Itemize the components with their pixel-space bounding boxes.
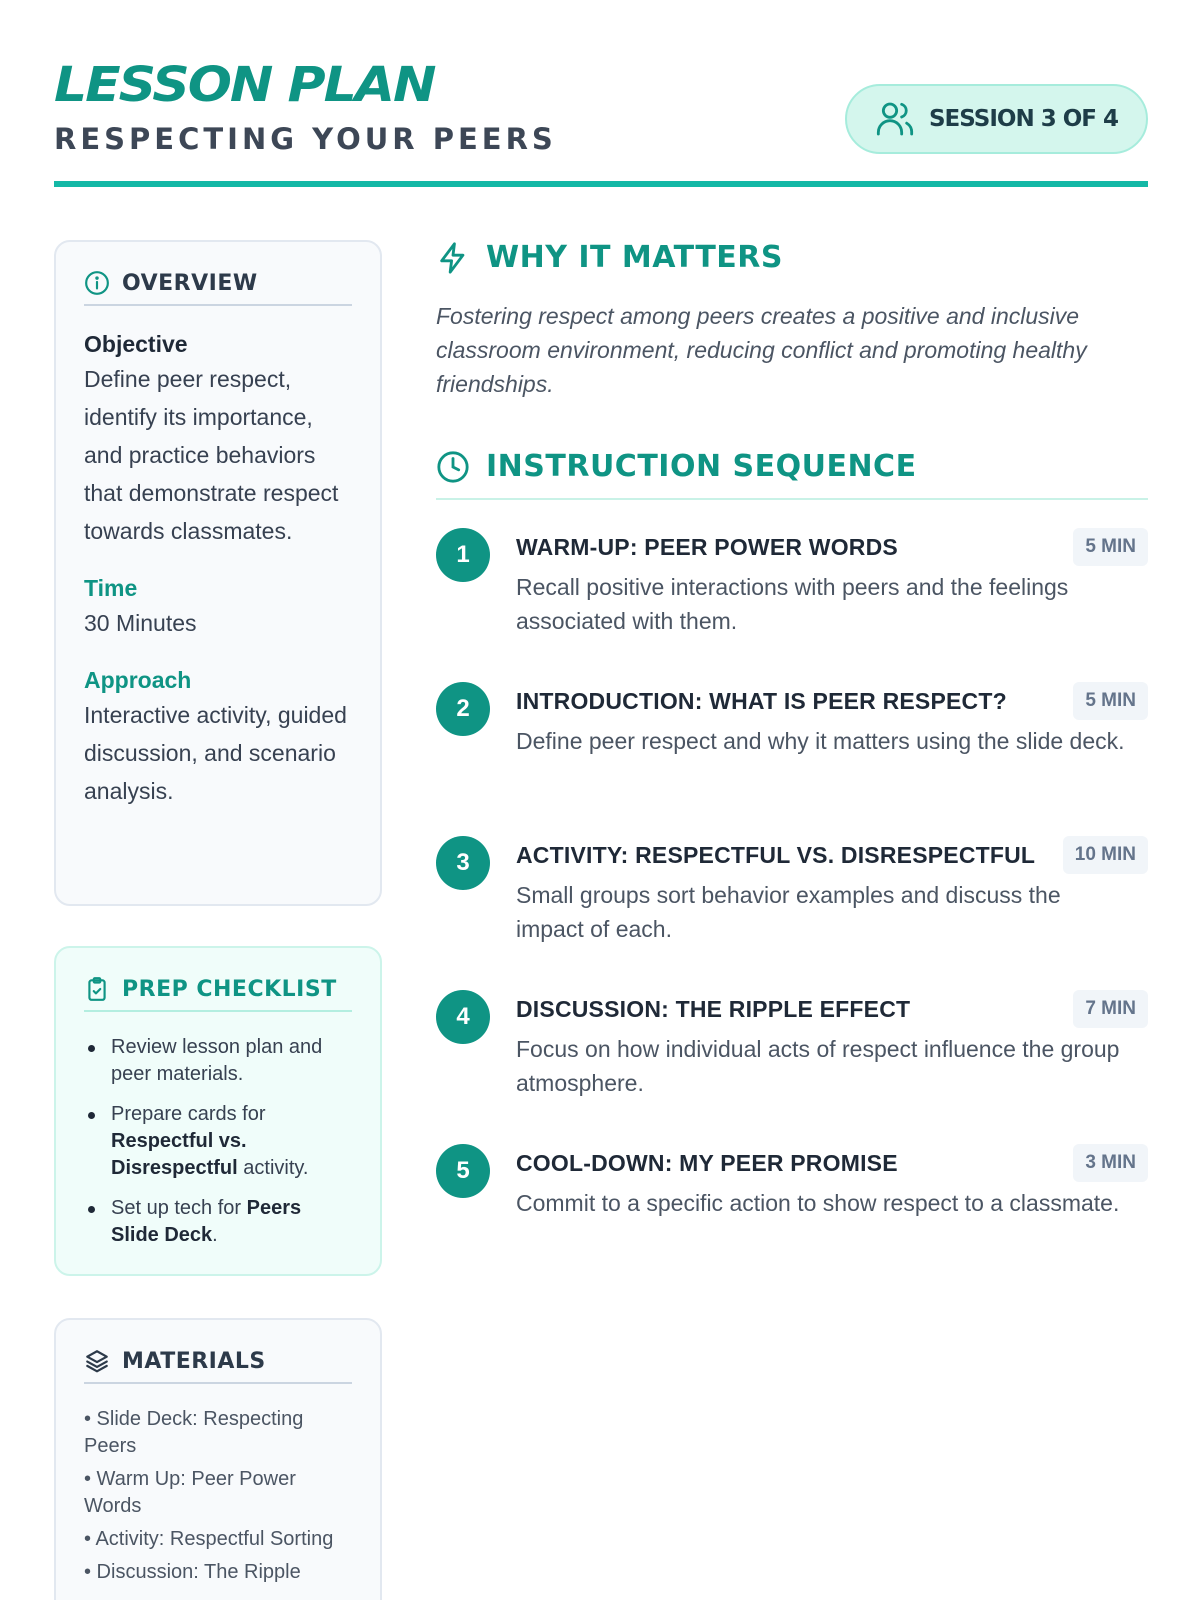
users-icon	[875, 99, 915, 139]
sequence-step	[436, 990, 1148, 1116]
materials-list	[84, 1406, 352, 1586]
materials-card-header	[84, 1348, 352, 1384]
page-title: LESSON PLAN	[54, 57, 435, 114]
materials-card-title: MATERIALS	[122, 1348, 266, 1374]
step-duration-badge: 3 MIN	[1073, 1144, 1148, 1182]
checklist-item: Review lesson plan and peer materials.	[84, 1034, 352, 1088]
step-title: INTRODUCTION: WHAT IS PEER RESPECT?	[516, 688, 1007, 714]
step-description: Focus on how individual acts of respect influence the group atmosphere.	[516, 1036, 1120, 1096]
materials-card	[54, 1318, 382, 1600]
overview-card-title: OVERVIEW	[122, 270, 258, 296]
session-badge-label: SESSION 3 OF 4	[928, 106, 1118, 132]
materials-item: • Warm Up: Peer Power Words	[84, 1468, 296, 1517]
lightning-icon	[436, 241, 470, 275]
step-duration-badge: 10 MIN	[1063, 836, 1148, 874]
step-description: Define peer respect and why it matters using the slide deck.	[516, 728, 1125, 754]
step-title: DISCUSSION: THE RIPPLE EFFECT	[516, 996, 911, 1022]
layers-icon	[84, 1348, 110, 1374]
sequence-section-header	[436, 449, 1148, 500]
time-value: 30 Minutes	[84, 610, 197, 636]
clipboard-check-icon	[84, 976, 110, 1002]
time-label: Time	[84, 575, 138, 601]
step-number: 1	[436, 528, 490, 582]
sequence-section-title: INSTRUCTION SEQUENCE	[486, 449, 917, 484]
prep-checklist-card	[54, 946, 382, 1276]
approach-value: Interactive activity, guided discussion, and scenario analysis.	[84, 702, 347, 804]
main-content	[436, 240, 1148, 1270]
page-subtitle: RESPECTING YOUR PEERS	[54, 122, 557, 156]
step-description: Commit to a specific action to show respect to a classmate.	[516, 1190, 1120, 1216]
step-title: WARM-UP: PEER POWER WORDS	[516, 534, 898, 560]
clock-icon	[436, 450, 470, 484]
header-divider	[54, 181, 1148, 187]
materials-item: • Slide Deck: Respecting Peers	[84, 1408, 304, 1457]
why-section-text: Fostering respect among peers creates a positive and inclusive classroom environment, reducing conflict and promoting healthy friendships.	[436, 303, 1087, 397]
step-duration-badge: 5 MIN	[1073, 682, 1148, 720]
step-title: COOL-DOWN: MY PEER PROMISE	[516, 1150, 898, 1176]
materials-item: • Discussion: The Ripple	[84, 1561, 301, 1583]
step-duration-badge: 5 MIN	[1073, 528, 1148, 566]
checklist-card-title: PREP CHECKLIST	[122, 976, 337, 1002]
checklist-list	[84, 1034, 352, 1249]
why-section-header	[436, 240, 1148, 275]
step-number: 5	[436, 1144, 490, 1198]
step-number: 3	[436, 836, 490, 890]
overview-card-header	[84, 270, 352, 306]
step-title: ACTIVITY: RESPECTFUL VS. DISRESPECTFUL	[516, 842, 1036, 868]
checklist-card-header	[84, 976, 352, 1012]
checklist-item: Set up tech for Peers Slide Deck.	[84, 1195, 352, 1249]
sequence-step	[436, 682, 1148, 808]
step-number: 2	[436, 682, 490, 736]
sequence-step	[436, 836, 1148, 962]
objective-value: Define peer respect, identify its importance, and practice behaviors that demonstrate respect towards classmates.	[84, 366, 339, 544]
session-badge	[845, 84, 1148, 154]
step-description: Recall positive interactions with peers and the feelings associated with them.	[516, 574, 1069, 634]
page-header	[54, 56, 1148, 188]
checklist-item: Prepare cards for Respectful vs. Disrespectful activity.	[84, 1101, 352, 1182]
step-number: 4	[436, 990, 490, 1044]
step-description: Small groups sort behavior examples and discuss the impact of each.	[516, 882, 1061, 942]
info-icon	[84, 270, 110, 296]
why-section-title: WHY IT MATTERS	[486, 240, 783, 275]
overview-card	[54, 240, 382, 906]
objective-label: Objective	[84, 331, 188, 357]
step-duration-badge: 7 MIN	[1073, 990, 1148, 1028]
materials-item: • Activity: Respectful Sorting	[84, 1528, 334, 1550]
sequence-step	[436, 528, 1148, 654]
sequence-step	[436, 1144, 1148, 1270]
approach-label: Approach	[84, 667, 192, 693]
